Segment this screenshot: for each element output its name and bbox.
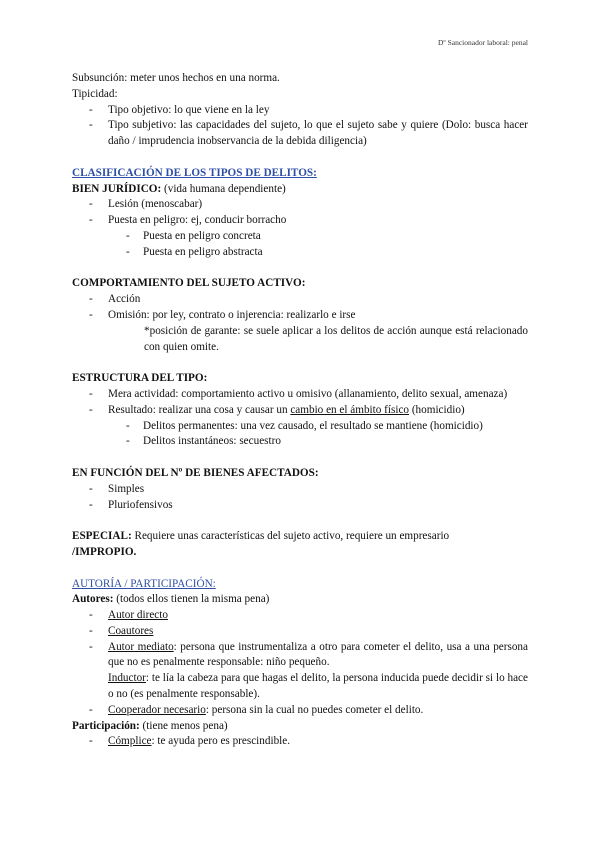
section-title-clasificacion: CLASIFICACIÓN DE LOS TIPOS DE DELITOS: [72, 166, 317, 179]
page-header: Dº Sancionador laboral: penal [437, 38, 528, 47]
autores-line [72, 592, 528, 608]
inductor-text: : te lía la cabeza para que hagas el delito, la persona inducida puede decidir si lo hace o no (es penalmente responsable). [108, 672, 528, 701]
sub-list-item: - Delitos instantáneos: secuestro [72, 434, 528, 450]
list-item: - Pluriofensivos [72, 498, 528, 514]
resultado-text-a: Resultado: realizar una cosa y causar un [108, 403, 291, 416]
list-item [72, 640, 528, 672]
especial-line [72, 529, 528, 545]
especial-text: Requiere unas características del sujeto activo, requiere un empresario [131, 530, 450, 543]
complice: Cómplice [108, 735, 152, 748]
participacion-line [72, 719, 528, 735]
cambio-ambito-fisico: cambio en el ámbito físico [290, 403, 410, 416]
bien-juridico-label: BIEN JURÍDICO: [72, 182, 162, 195]
cooperador-necesario: Cooperador necesario [108, 703, 206, 716]
heading-bienes: EN FUNCIÓN DEL Nº DE BIENES AFECTADOS: [72, 466, 319, 479]
list-item: - Simples [72, 482, 528, 498]
especial-label: ESPECIAL: [72, 530, 132, 543]
list-item [72, 608, 528, 624]
subsuncion-line: Subsunción: meter unos hechos en una norma. [72, 72, 280, 84]
autor-mediato-text: : persona que instrumentaliza a otro para cometer el delito, usa a una persona que no es penalmente responsable: niño pequeño. [108, 640, 528, 669]
list-item: - Mera actividad: comportamiento activo u omisivo (allanamiento, delito sexual, amenaza) [72, 387, 528, 403]
list-item: - Tipo subjetivo: las capacidades del sujeto, lo que el sujeto sabe y quiere (Dolo: busca hacer daño / imprudencia inobservancia de la debida diligencia) [72, 118, 528, 150]
list-item [72, 403, 528, 419]
participacion-label: Participación: [72, 719, 140, 732]
list-item: - Omisión: por ley, contrato o injerencia: realizarlo e irse [72, 308, 528, 324]
autores-label: Autores: [72, 593, 114, 606]
sub-list-item: - Puesta en peligro concreta [72, 229, 528, 245]
sub-list-item: - Delitos permanentes: una vez causado, el resultado se mantiene (homicidio) [72, 419, 528, 435]
list-item [72, 624, 528, 640]
inductor: Inductor [108, 672, 146, 685]
resultado-text-b: (homicidio) [409, 403, 465, 416]
list-item: - Tipo objetivo: lo que viene en la ley [72, 103, 528, 119]
garante-note: *posición de garante: se suele aplicar a los delitos de acción aunque está relacionado con quien omite. [144, 324, 528, 353]
complice-text: : te ayuda pero es prescindible. [151, 735, 291, 748]
document-body [72, 71, 528, 750]
especial-tail: /IMPROPIO. [72, 545, 137, 558]
cooperador-text: : persona sin la cual no puedes cometer el delito. [205, 703, 424, 716]
list-item: - Puesta en peligro: ej, conducir borracho [72, 213, 528, 229]
heading-estructura: ESTRUCTURA DEL TIPO: [72, 372, 208, 385]
tipicidad-label: Tipicidad: [72, 87, 118, 100]
inductor-line [72, 671, 528, 703]
bien-juridico-note: (vida humana dependiente) [161, 182, 286, 195]
autor-mediato: Autor mediato [108, 640, 174, 653]
heading-comportamiento: COMPORTAMIENTO DEL SUJETO ACTIVO: [72, 277, 306, 290]
autor-directo: Autor directo [108, 609, 168, 622]
autores-note: (todos ellos tienen la misma pena) [113, 593, 270, 606]
list-item [72, 734, 528, 750]
list-item: - Acción [72, 292, 528, 308]
sub-list-item: - Puesta en peligro abstracta [72, 245, 528, 261]
section-title-autoria: AUTORÍA / PARTICIPACIÓN: [72, 577, 216, 590]
participacion-note: (tiene menos pena) [139, 719, 228, 732]
list-item: - Lesión (menoscabar) [72, 197, 528, 213]
list-item [72, 703, 528, 719]
bien-juridico-line [72, 182, 528, 198]
coautores: Coautores [108, 624, 154, 637]
